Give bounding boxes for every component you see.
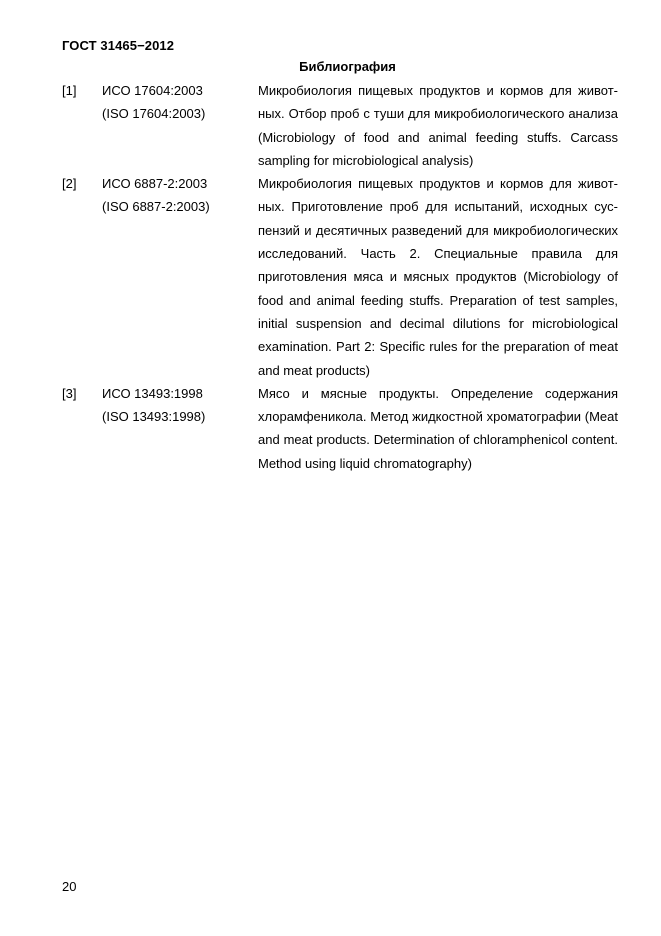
page-number: 20 (62, 879, 77, 894)
reference-text: Мясо и мясные продукты. Определение содержания хлорамфеникола. Метод жидкостной хроматографии (Meat and meat products. Determination of chloramphenicol content. Method using liquid chromatography) (258, 385, 618, 471)
reference-code-en: (ISO 13493:1998) (102, 409, 206, 425)
reference-number: [3] (62, 385, 77, 401)
reference-item (62, 79, 618, 172)
reference-code-en: (ISO 17604:2003) (102, 106, 206, 122)
reference-code (102, 382, 252, 429)
document-id: ГОСТ 31465−2012 (62, 38, 175, 53)
reference-code-ru: ИСО 6887-2:2003 (102, 176, 208, 192)
reference-code (102, 172, 252, 219)
bibliography-list (62, 79, 618, 475)
reference-number: [2] (62, 176, 77, 192)
reference-code-ru: ИСО 17604:2003 (102, 83, 203, 98)
reference-item (62, 382, 618, 475)
reference-code-en: (ISO 6887-2:2003) (102, 199, 210, 215)
section-title: Библиография (299, 59, 396, 74)
reference-text: Микробиология пищевых продуктов и кормов для животных. Приготовление проб для испытаний, исходных суспензий и десятичных разведений для микробиологических исследований. Часть 2. Специальные правила для приготовления мяса и мясных продуктов (Microbiology of food and animal feeding stuffs. Preparation of test samples, initial suspension and decimal dilutions for microbiological examination. Part 2: Specific rules for the preparation of meat and meat products) (258, 176, 618, 378)
reference-number: [1] (62, 83, 77, 98)
reference-code-ru: ИСО 13493:1998 (102, 385, 203, 401)
reference-code (102, 79, 252, 126)
reference-item (62, 172, 618, 382)
reference-text: Микробиология пищевых продуктов и кормов для животных. Отбор проб с туши для микробиологического анализа (Microbiology of food and animal feeding stuffs. Carcass sampling for microbiological analysis) (258, 83, 618, 168)
